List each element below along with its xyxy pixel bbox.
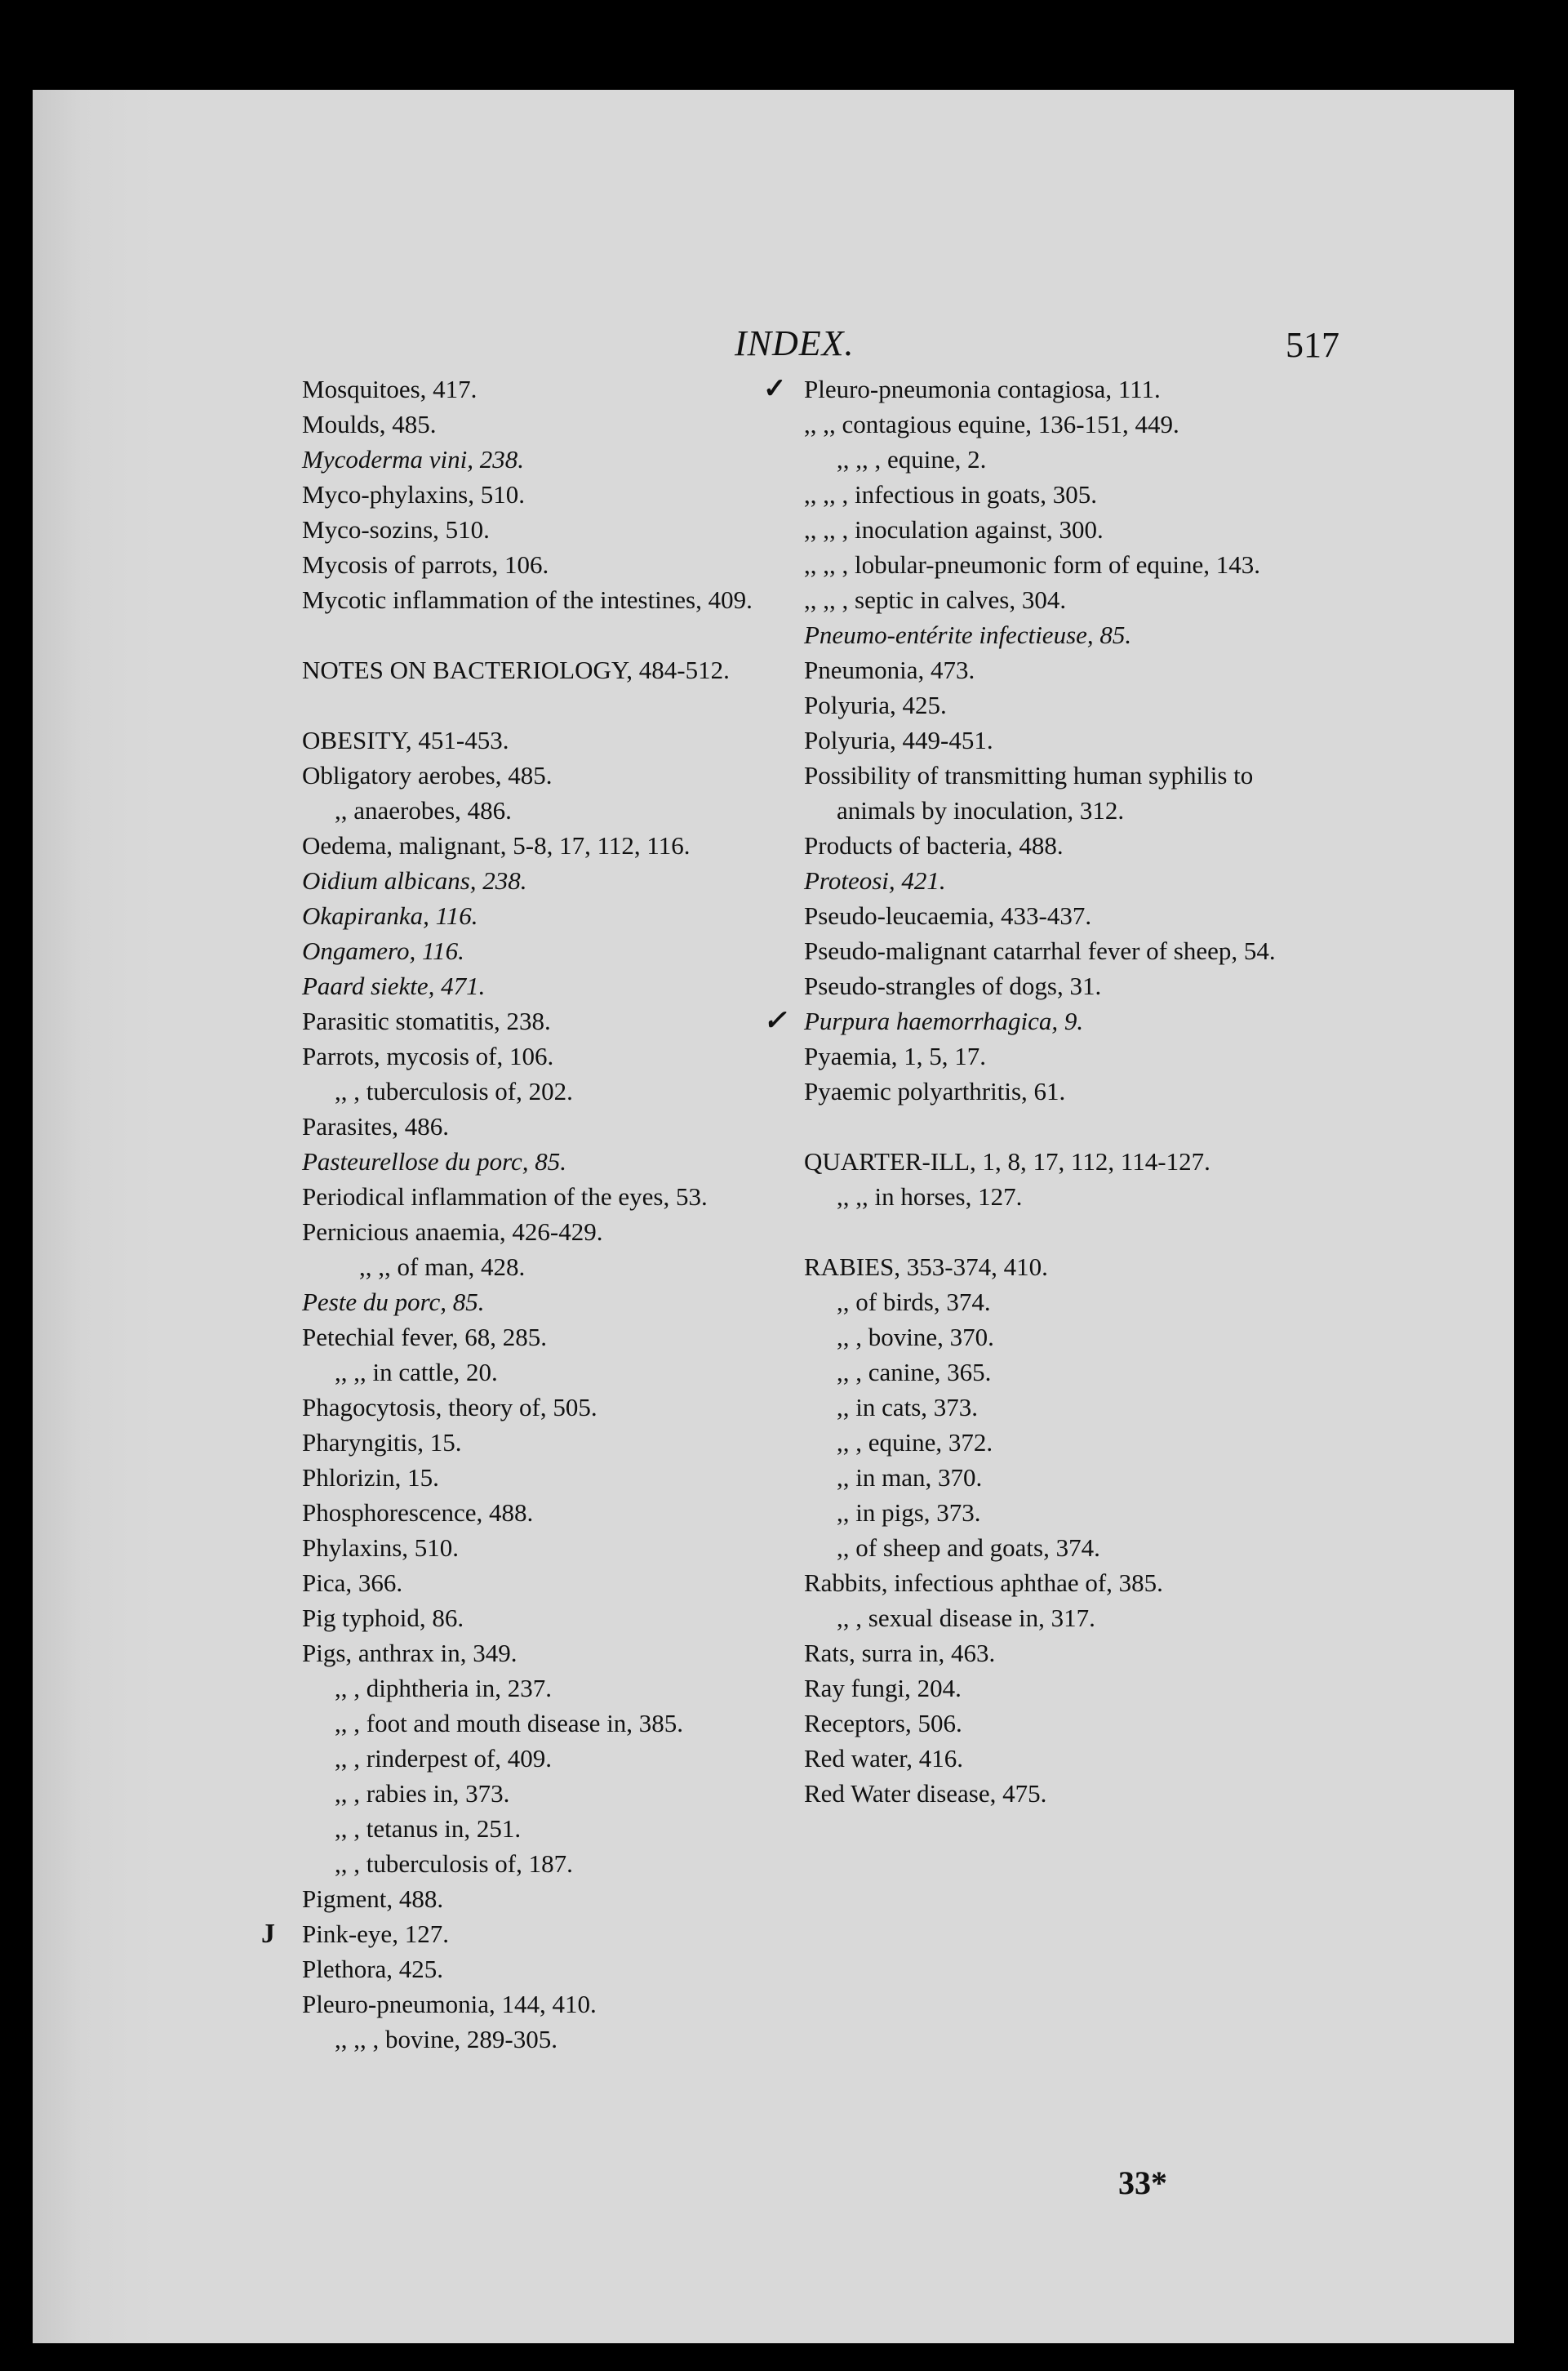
- index-entry: [302, 1986, 833, 2022]
- index-entry-text: Parrots, mycosis of, 106.: [302, 1042, 554, 1070]
- index-entry-text: ,, ,, , septic in calves, 304.: [804, 585, 1067, 614]
- section-gap: [302, 687, 833, 723]
- index-entry-text: Mosquitoes, 417.: [302, 375, 478, 403]
- index-entry-text: ,, ,, , lobular-pneumonic form of equine, 143.: [804, 550, 1260, 579]
- index-entry: [302, 1565, 833, 1600]
- index-entry-text: ,, , equine, 372.: [837, 1428, 993, 1457]
- check-mark-icon: J: [261, 1919, 275, 1949]
- index-entry: [804, 1249, 1318, 1284]
- index-entry-text: Mycoderma vini, 238.: [302, 445, 525, 474]
- index-entry: [302, 407, 833, 442]
- index-entry-text: ,, anaerobes, 486.: [335, 796, 512, 825]
- index-entry: [804, 1600, 1318, 1635]
- index-entry-text: Periodical inflammation of the eyes, 53.: [302, 1182, 708, 1211]
- index-entry: [302, 1811, 833, 1846]
- index-entry: [302, 1846, 833, 1881]
- index-entry-text: Pica, 366.: [302, 1568, 403, 1597]
- index-entry: [302, 1460, 833, 1495]
- index-entry-text: Phagocytosis, theory of, 505.: [302, 1393, 597, 1421]
- index-entry: [804, 1319, 1318, 1355]
- check-mark-icon: ✓: [763, 374, 787, 404]
- index-entry: [302, 477, 833, 512]
- index-entry-text: ,, , tuberculosis of, 202.: [335, 1077, 573, 1105]
- index-entry-text: Proteosi, 421.: [804, 866, 946, 895]
- index-entry-text: OBESITY, 451-453.: [302, 726, 509, 754]
- index-entry-text: QUARTER-ILL, 1, 8, 17, 112, 114-127.: [804, 1147, 1210, 1176]
- section-gap: [804, 1109, 1318, 1144]
- index-column-right: [763, 371, 1318, 1811]
- index-entry: [302, 1039, 833, 1074]
- index-entry: [302, 1776, 833, 1811]
- index-entry: [804, 1390, 1318, 1425]
- index-entry-text: ,, ,, , bovine, 289-305.: [335, 2025, 557, 2053]
- index-entry: [302, 898, 833, 933]
- index-entry-text: ,, , rinderpest of, 409.: [335, 1744, 553, 1773]
- page-number: 517: [1286, 325, 1339, 365]
- index-entry-text: Possibility of transmitting human syphilis to animals by inoculation, 312.: [804, 761, 1254, 825]
- index-entry: [804, 968, 1318, 1003]
- index-entry-text: Pink-eye, 127.: [302, 1919, 449, 1948]
- index-entry: [302, 1741, 833, 1776]
- index-entry: [302, 1179, 833, 1214]
- index-entry: [302, 968, 833, 1003]
- index-entry: [302, 1706, 833, 1741]
- index-entry-text: ,, , sexual disease in, 317.: [837, 1604, 1095, 1632]
- index-entry: [804, 617, 1318, 652]
- index-entry: [302, 582, 833, 617]
- index-entry: [302, 1074, 833, 1109]
- index-entry: [804, 512, 1318, 547]
- index-entry-text: Pleuro-pneumonia contagiosa, 111.: [804, 375, 1161, 403]
- index-entry-text: Petechial fever, 68, 285.: [302, 1323, 548, 1351]
- index-entry-text: Moulds, 485.: [302, 410, 437, 438]
- index-entry-text: ,, ,, , infectious in goats, 305.: [804, 480, 1098, 509]
- index-entry: [804, 758, 1318, 828]
- index-entry: [804, 1074, 1318, 1109]
- index-entry: [261, 1916, 833, 1951]
- index-entry: [804, 1460, 1318, 1495]
- index-entry-text: Pernicious anaemia, 426-429.: [302, 1217, 603, 1246]
- index-entry-text: Rabbits, infectious aphthae of, 385.: [804, 1568, 1163, 1597]
- index-entry: [302, 512, 833, 547]
- index-entry: [763, 1003, 1318, 1039]
- index-entry-text: Ray fungi, 204.: [804, 1674, 962, 1702]
- index-entry: [804, 1495, 1318, 1530]
- index-entry: [302, 652, 833, 687]
- index-entry: [302, 1600, 833, 1635]
- index-entry-text: Paard siekte, 471.: [302, 972, 486, 1000]
- index-entry-text: ,, , tetanus in, 251.: [335, 1814, 522, 1843]
- index-entry: [302, 371, 833, 407]
- index-entry: [804, 1670, 1318, 1706]
- index-entry: [804, 898, 1318, 933]
- index-entry-text: Pig typhoid, 86.: [302, 1604, 464, 1632]
- index-entry: [302, 1425, 833, 1460]
- index-entry-text: ,, in cats, 373.: [837, 1393, 979, 1421]
- index-entry: [804, 1530, 1318, 1565]
- index-entry-text: Products of bacteria, 488.: [804, 831, 1064, 860]
- index-entry: [804, 1706, 1318, 1741]
- index-entry-text: ,, ,, of man, 428.: [359, 1252, 526, 1281]
- index-entry: [804, 723, 1318, 758]
- index-entry: [302, 442, 833, 477]
- index-entry-text: ,, , bovine, 370.: [837, 1323, 994, 1351]
- index-entry-text: Pseudo-strangles of dogs, 31.: [804, 972, 1102, 1000]
- index-entry-text: ,, , tuberculosis of, 187.: [335, 1849, 573, 1878]
- index-entry-text: Myco-sozins, 510.: [302, 515, 490, 544]
- section-gap: [804, 1214, 1318, 1249]
- index-entry: [302, 828, 833, 863]
- index-entry-text: NOTES ON BACTERIOLOGY, 484-512.: [302, 656, 730, 684]
- index-entry-text: Okapiranka, 116.: [302, 901, 478, 930]
- index-entry-text: Parasitic stomatitis, 238.: [302, 1007, 551, 1035]
- index-entry-text: ,, ,, contagious equine, 136-151, 449.: [804, 410, 1179, 438]
- index-entry-text: Phlorizin, 15.: [302, 1463, 439, 1492]
- index-entry: [804, 477, 1318, 512]
- index-entry: [302, 1530, 833, 1565]
- index-entry: [302, 723, 833, 758]
- index-entry-text: Pasteurellose du porc, 85.: [302, 1147, 567, 1176]
- index-entry-text: ,, ,, , equine, 2.: [837, 445, 987, 474]
- index-entry-text: Rats, surra in, 463.: [804, 1639, 996, 1667]
- index-entry: [804, 1284, 1318, 1319]
- index-entry-text: Red water, 416.: [804, 1744, 964, 1773]
- index-entry: [302, 1670, 833, 1706]
- index-entry: [302, 1284, 833, 1319]
- index-entry: [804, 1355, 1318, 1390]
- index-entry-text: Mycotic inflammation of the intestines, 409.: [302, 585, 753, 614]
- index-entry-text: Peste du porc, 85.: [302, 1288, 485, 1316]
- index-entry-text: RABIES, 353-374, 410.: [804, 1252, 1048, 1281]
- index-entry-text: Pneumonia, 473.: [804, 656, 975, 684]
- index-entry: [804, 1425, 1318, 1460]
- index-entry: [302, 1635, 833, 1670]
- index-entry-text: Oidium albicans, 238.: [302, 866, 527, 895]
- index-entry: [804, 1039, 1318, 1074]
- index-entry: [302, 863, 833, 898]
- index-entry-text: Obligatory aerobes, 485.: [302, 761, 553, 790]
- index-entry: [302, 933, 833, 968]
- index-entry-text: Red Water disease, 475.: [804, 1779, 1047, 1808]
- index-entry-text: Pleuro-pneumonia, 144, 410.: [302, 1990, 597, 2018]
- index-entry: [302, 1355, 833, 1390]
- page-spine-shadow: [33, 90, 155, 2343]
- index-entry-text: Purpura haemorrhagica, 9.: [804, 1007, 1084, 1035]
- index-entry: [804, 1776, 1318, 1811]
- index-entry-text: Oedema, malignant, 5-8, 17, 112, 116.: [302, 831, 691, 860]
- index-entry: [804, 1179, 1318, 1214]
- index-entry: [804, 442, 1318, 477]
- index-entry: [302, 1881, 833, 1916]
- index-entry-text: Pharyngitis, 15.: [302, 1428, 462, 1457]
- index-entry-text: ,, in man, 370.: [837, 1463, 983, 1492]
- index-entry: [804, 582, 1318, 617]
- index-entry-text: Pseudo-malignant catarrhal fever of sheep, 54.: [804, 936, 1276, 965]
- index-column-left: [261, 371, 833, 2057]
- index-entry-text: Pyaemic polyarthritis, 61.: [804, 1077, 1066, 1105]
- index-entry-text: Mycosis of parrots, 106.: [302, 550, 549, 579]
- index-entry: [302, 2022, 833, 2057]
- index-entry-text: ,, of sheep and goats, 374.: [837, 1533, 1100, 1562]
- index-entry: [804, 828, 1318, 863]
- index-entry: [302, 1249, 833, 1284]
- index-entry: [804, 933, 1318, 968]
- section-gap: [302, 617, 833, 652]
- index-entry: [302, 793, 833, 828]
- index-entry-text: ,, , rabies in, 373.: [335, 1779, 510, 1808]
- index-entry: [302, 758, 833, 793]
- index-entry: [302, 547, 833, 582]
- index-entry-text: Pyaemia, 1, 5, 17.: [804, 1042, 986, 1070]
- index-entry-text: Pneumo-entérite infectieuse, 85.: [804, 621, 1132, 649]
- index-entry: [804, 687, 1318, 723]
- index-entry: [763, 371, 1318, 407]
- index-entry: [302, 1003, 833, 1039]
- index-entry: [302, 1109, 833, 1144]
- page-header: [33, 323, 1514, 363]
- index-entry: [804, 1741, 1318, 1776]
- index-entry-text: ,, ,, in horses, 127.: [837, 1182, 1023, 1211]
- index-entry-text: Phosphorescence, 488.: [302, 1498, 534, 1527]
- index-entry: [302, 1214, 833, 1249]
- check-mark-icon: ✓: [763, 1006, 787, 1036]
- index-entry: [804, 407, 1318, 442]
- index-entry: [804, 1635, 1318, 1670]
- index-entry-text: ,, , canine, 365.: [837, 1358, 992, 1386]
- index-entry-text: Phylaxins, 510.: [302, 1533, 460, 1562]
- index-entry-text: Polyuria, 449-451.: [804, 726, 993, 754]
- index-entry: [302, 1951, 833, 1986]
- index-entry-text: Pigs, anthrax in, 349.: [302, 1639, 517, 1667]
- index-entry: [302, 1495, 833, 1530]
- index-entry-text: Parasites, 486.: [302, 1112, 449, 1141]
- signature-mark: 33*: [1118, 2164, 1167, 2201]
- index-entry: [302, 1144, 833, 1179]
- index-entry-text: Pigment, 488.: [302, 1884, 444, 1913]
- running-title: INDEX.: [735, 323, 855, 363]
- index-entry-text: ,, of birds, 374.: [837, 1288, 991, 1316]
- index-entry-text: ,, , foot and mouth disease in, 385.: [335, 1709, 684, 1737]
- index-entry-text: Polyuria, 425.: [804, 691, 947, 719]
- index-entry-text: Plethora, 425.: [302, 1955, 444, 1983]
- index-entry: [804, 652, 1318, 687]
- index-entry-text: ,, ,, , inoculation against, 300.: [804, 515, 1104, 544]
- index-entry-text: ,, in pigs, 373.: [837, 1498, 981, 1527]
- index-entry-text: Ongamero, 116.: [302, 936, 464, 965]
- index-entry-text: ,, ,, in cattle, 20.: [335, 1358, 498, 1386]
- index-entry-text: Receptors, 506.: [804, 1709, 962, 1737]
- index-entry-text: Pseudo-leucaemia, 433-437.: [804, 901, 1092, 930]
- index-entry: [804, 863, 1318, 898]
- index-entry-text: ,, , diphtheria in, 237.: [335, 1674, 553, 1702]
- index-entry: [302, 1390, 833, 1425]
- book-page: [33, 90, 1514, 2343]
- index-entry: [804, 1565, 1318, 1600]
- index-entry: [302, 1319, 833, 1355]
- index-entry: [804, 547, 1318, 582]
- index-entry-text: Myco-phylaxins, 510.: [302, 480, 525, 509]
- index-entry: [804, 1144, 1318, 1179]
